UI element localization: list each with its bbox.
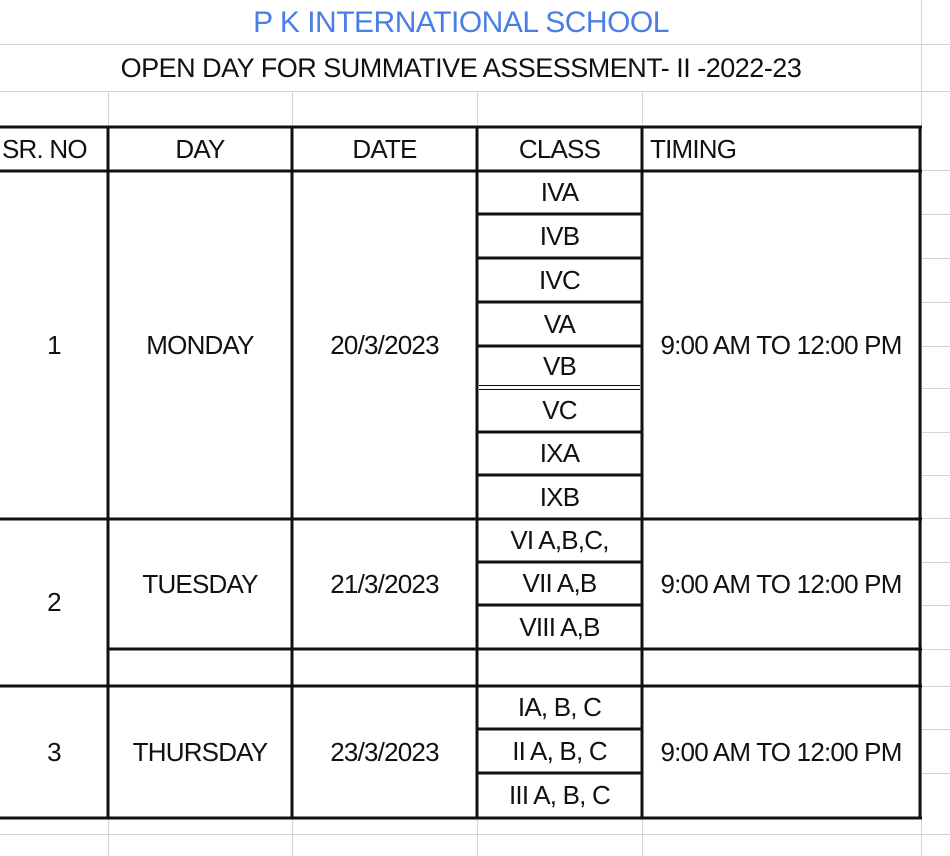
header-date: DATE bbox=[352, 133, 417, 164]
header-day: DAY bbox=[175, 133, 225, 164]
class-cell: IA, B, C bbox=[517, 692, 602, 722]
class-cell: IVB bbox=[539, 220, 580, 251]
table-row-1-date: 20/3/2023 bbox=[330, 329, 439, 360]
table-row-2-day: TUESDAY bbox=[142, 568, 258, 599]
class-cell: IXB bbox=[539, 481, 580, 512]
class-cell: VI A,B,C, bbox=[510, 525, 609, 555]
school-title: P K INTERNATIONAL SCHOOL bbox=[253, 5, 669, 39]
header-class: CLASS bbox=[518, 133, 601, 164]
class-cell: II A, B, C bbox=[512, 735, 607, 766]
class-cell: IXA bbox=[539, 438, 580, 468]
class-cell: VII A,B bbox=[522, 568, 597, 598]
table-row-3-date: 23/3/2023 bbox=[330, 736, 439, 767]
table-row-1-day: MONDAY bbox=[146, 329, 254, 360]
table-row-2-date: 21/3/2023 bbox=[330, 568, 439, 599]
class-cell: VB bbox=[542, 350, 577, 381]
class-cell: VC bbox=[542, 395, 577, 425]
class-cell: III A, B, C bbox=[508, 780, 610, 810]
table-row-1-timing: 9:00 AM TO 12:00 PM bbox=[660, 329, 902, 360]
class-cell: VA bbox=[543, 308, 576, 339]
header-sr-no: SR. NO bbox=[2, 133, 87, 164]
class-cell: IVC bbox=[539, 264, 580, 295]
schedule-subtitle: OPEN DAY FOR SUMMATIVE ASSESSMENT- II -2022-23 bbox=[120, 53, 802, 83]
table-row-3-sr: 3 bbox=[47, 736, 61, 767]
class-cell: IVA bbox=[540, 177, 579, 207]
table-row-3-timing: 9:00 AM TO 12:00 PM bbox=[660, 736, 902, 767]
class-cell: VIII A,B bbox=[519, 611, 600, 642]
table-row-3-day: THURSDAY bbox=[132, 736, 268, 767]
table-row-1-sr: 1 bbox=[47, 329, 61, 360]
table-row-2-sr: 2 bbox=[47, 587, 61, 617]
table-row-2-timing: 9:00 AM TO 12:00 PM bbox=[660, 568, 902, 599]
header-timing: TIMING bbox=[650, 133, 737, 164]
